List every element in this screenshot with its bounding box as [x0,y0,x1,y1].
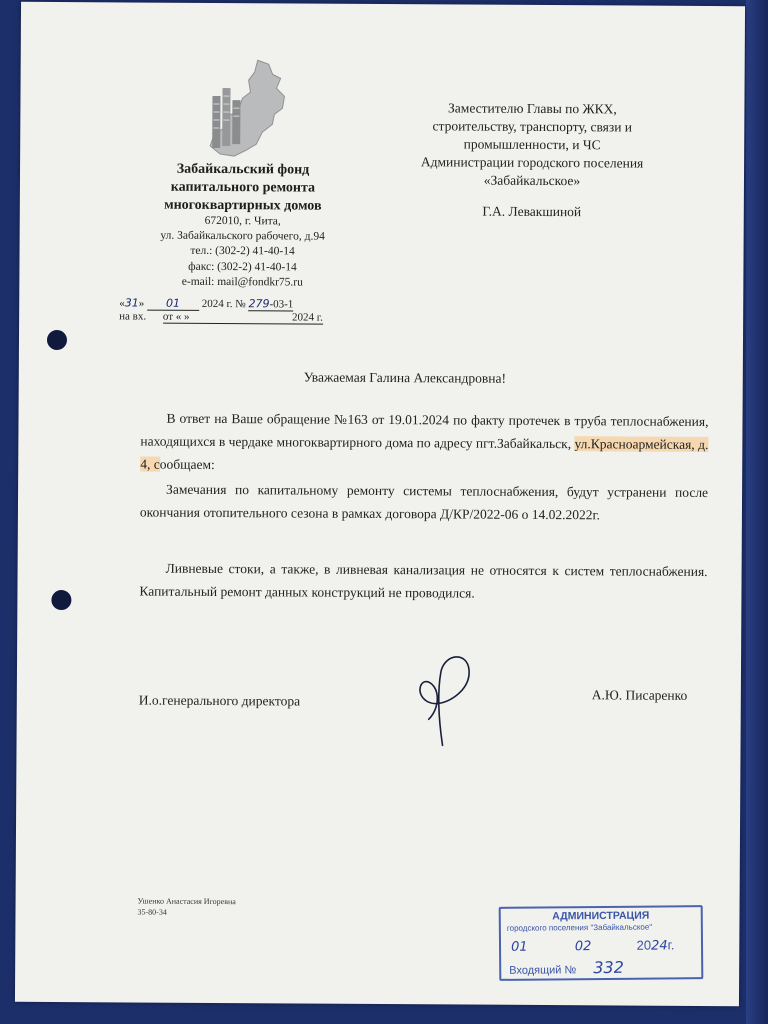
address-line: 672010, г. Чита, [204,214,281,228]
addressee-line: Администрации городского поселения [420,154,644,171]
body-paragraph-3: Ливневые стоки, а также, в ливневая канализация не относятся к систем теплоснабжения. Капитальный ремонт данных конструкций не проводился. [139,560,708,601]
punch-hole [47,330,67,350]
outgoing-month: 01 [165,296,181,310]
folder-spine [746,0,768,1024]
stamp-title: АДМИНИСТРАЦИЯ [552,909,650,923]
org-name-line: многоквартирных домов [164,197,322,214]
sender-organization [138,161,348,216]
outgoing-number: 279 [248,297,270,311]
email-line: e-mail: mail@fondkr75.ru [181,275,303,289]
executor-phone: 35-80-34 [137,907,167,917]
greeting: Уважаемая Галина Александровна! [303,369,507,386]
stamp-date: 01 02 2024г. [510,937,675,955]
reply-to-line: на вх. от « » 2024 г. [119,310,323,324]
signatory-name: А.Ю. Писаренко [591,687,688,703]
handwritten-signature-icon [409,649,480,749]
addressee-line: Заместителю Главы по ЖКХ, [448,100,617,117]
outgoing-number-line: «31» 01 2024 г. № 279-03-1 [119,296,294,311]
addressee-name: Г.А. Левакшиной [482,203,582,220]
signatory-position: И.о.генерального директора [138,692,301,709]
punch-hole [51,590,71,610]
outgoing-day: 31 [124,296,139,310]
region-map-emblem-icon [202,58,291,159]
outgoing-number-suffix: -03-1 [269,298,294,311]
stamp-incoming-number: Входящий № 332 [509,957,624,978]
addressee-line: «Забайкальское» [483,172,581,189]
incoming-registration-stamp [499,905,704,981]
addressee-line: промышленности, и ЧС [463,136,601,153]
executor-info [137,896,235,919]
body-paragraph-2: Замечания по капитальному ремонту системы теплоснабжения, будут устранени после окончания отопительного сезона в рамках договора Д/КР/2022-06 о 14.02.2022г. [139,481,709,523]
addressee-block [402,99,663,191]
stamp-subtitle: городского поселения "Забайкальское" [506,922,653,933]
org-name-line: Забайкальский фонд [176,161,310,178]
outgoing-year: 2024 г. № [201,297,246,311]
fax-line: факс: (302-2) 41-40-14 [188,260,297,274]
addressee-line: строительству, транспорту, связи и [432,118,633,135]
sender-address [137,214,347,291]
highlighted-address: ул.Красноармейская, д. 4, с [140,436,709,472]
body-paragraph-1: В ответ на Ваше обращение №163 от 19.01.2024 по факту протечек в труба теплоснабжения, находящихся в чердаке многоквартирного дома по адресу пгт.Забайкальск, ул.Красноармейская, д. 4, сообщаем: [140,410,709,472]
executor-name: Ушенко Анастасия Игоревна [137,896,236,907]
phone-line: тел.: (302-2) 41-40-14 [190,245,295,258]
org-name-line: капитального ремонта [170,179,316,196]
address-line: ул. Забайкальского рабочего, д.94 [160,229,325,243]
letter-page [15,2,745,1006]
